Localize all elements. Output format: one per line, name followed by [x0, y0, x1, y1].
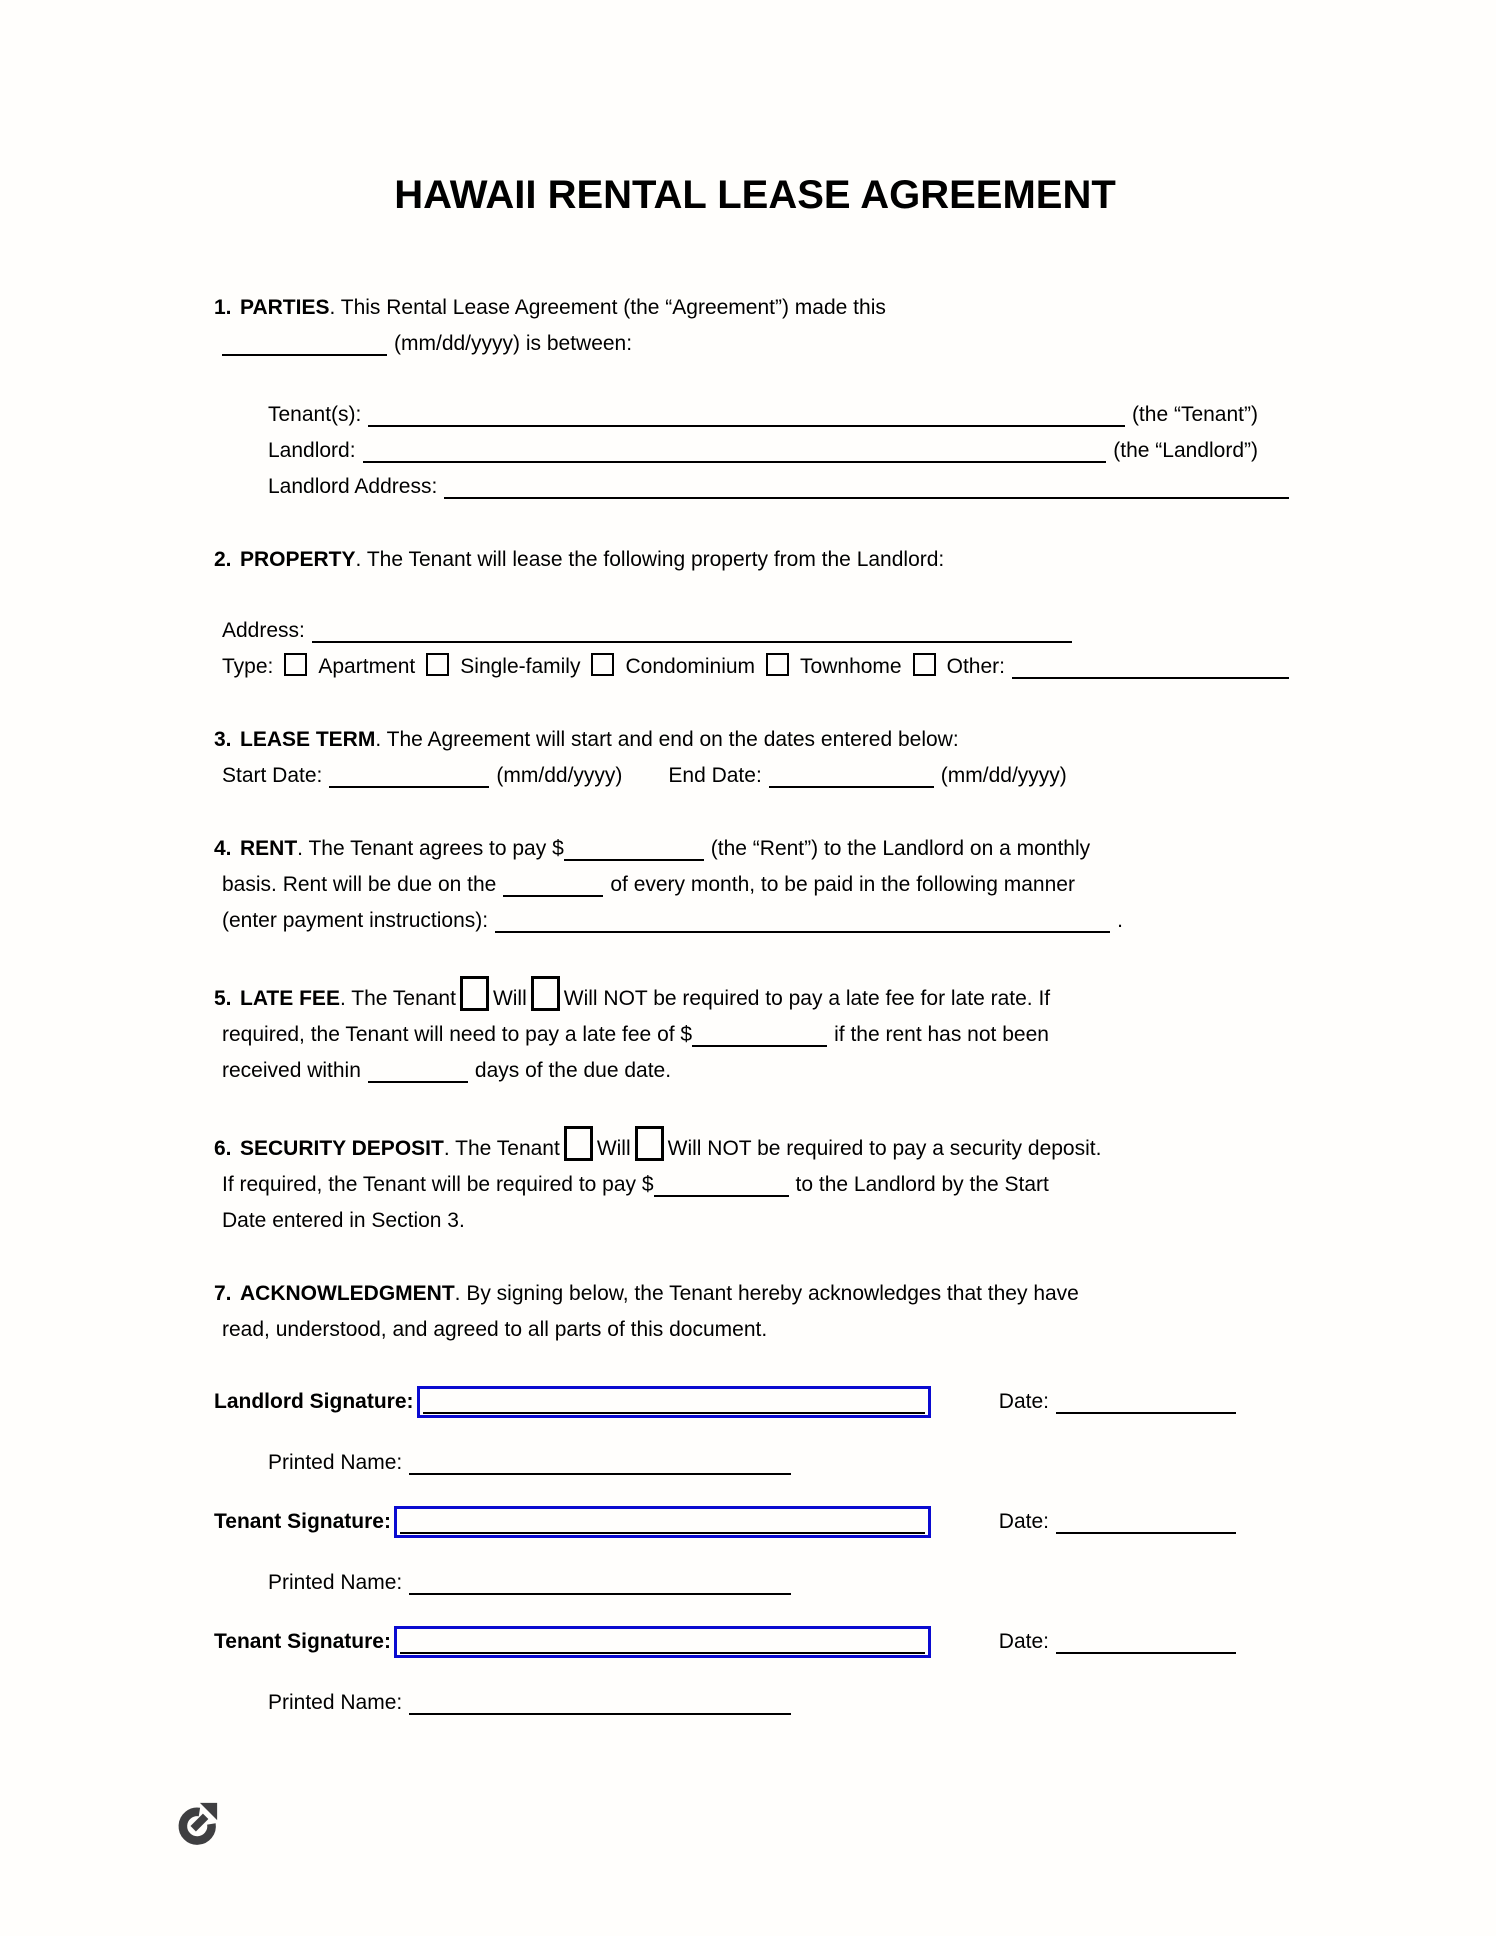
lease-dates-row [222, 758, 1296, 794]
deposit-line1 [214, 1126, 1296, 1167]
checkbox-deposit-will-not[interactable] [635, 1126, 664, 1161]
checkbox-late-fee-will[interactable] [460, 976, 489, 1011]
rent-line1 [214, 831, 1296, 867]
section-number: 6. [214, 1137, 232, 1160]
date-group [999, 1624, 1243, 1660]
deposit-amount-blank [654, 1175, 789, 1197]
tenant-row [268, 397, 1258, 433]
parties-line1 [214, 290, 1296, 326]
section-number: 3. [214, 728, 232, 751]
rent-text-4: of every month, to be paid in the following manner [610, 873, 1075, 896]
tenant-printed-name-row-2 [268, 1685, 1296, 1721]
late-fee-line2 [222, 1017, 1296, 1053]
landlord-printed-name-blank [409, 1453, 791, 1475]
type-option-apartment: Apartment [318, 655, 416, 678]
property-address-row [222, 613, 1296, 649]
landlord-signature-label: Landlord Signature: [214, 1390, 414, 1413]
rent-period: . [1117, 909, 1123, 932]
late-fee-days-blank [368, 1061, 468, 1083]
tenant-date-blank-1 [1056, 1512, 1236, 1534]
late-fee-line1 [214, 976, 1296, 1017]
late-fee-text-1: . The Tenant [339, 987, 456, 1010]
acknowledgment-text-2: read, understood, and agreed to all parts of this document. [222, 1318, 768, 1341]
deposit-line2 [222, 1167, 1296, 1203]
deposit-text-3: If required, the Tenant will be required to pay $ [222, 1173, 654, 1196]
deposit-line3 [222, 1203, 1296, 1239]
section-lease-term [214, 722, 1296, 794]
end-date-blank [769, 766, 934, 788]
deposit-text-1: . The Tenant [443, 1137, 560, 1160]
tenant-signature-label-2: Tenant Signature: [214, 1630, 391, 1653]
checkbox-condominium[interactable] [591, 653, 614, 676]
late-fee-will-label: Will [492, 987, 527, 1010]
section-number: 1. [214, 296, 232, 319]
signature-line [400, 1532, 925, 1534]
section-property [214, 542, 1296, 685]
late-fee-text-5: received within [222, 1059, 361, 1082]
landlord-row [268, 433, 1258, 469]
section-parties [214, 290, 1296, 505]
rent-line3 [222, 903, 1296, 939]
tenant-tag: (the “Tenant”) [1131, 403, 1258, 426]
checkbox-other[interactable] [913, 653, 936, 676]
checkbox-single-family[interactable] [426, 653, 449, 676]
acknowledgment-line1 [214, 1276, 1296, 1312]
landlord-tag: (the “Landlord”) [1113, 439, 1258, 462]
property-type-row [222, 649, 1296, 685]
date-group [999, 1384, 1243, 1420]
deposit-text-4: to the Landlord by the Start [795, 1173, 1049, 1196]
checkbox-deposit-will[interactable] [564, 1126, 593, 1161]
tenant-date-blank-2 [1056, 1632, 1236, 1654]
property-text: . The Tenant will lease the following property from the Landlord: [355, 548, 945, 571]
payment-instructions-label: (enter payment instructions): [222, 909, 489, 932]
landlord-date-blank [1056, 1392, 1236, 1414]
checkbox-late-fee-will-not[interactable] [531, 976, 560, 1011]
tenant-signature-field-2[interactable] [394, 1626, 931, 1658]
tenant-label: Tenant(s): [268, 403, 362, 426]
late-fee-amount-blank [692, 1025, 827, 1047]
rent-line2 [222, 867, 1296, 903]
acknowledgment-line2 [222, 1312, 1296, 1348]
landlord-address-blank [444, 477, 1289, 499]
late-fee-text-6: days of the due date. [474, 1059, 672, 1082]
tenant-printed-name-blank-1 [409, 1573, 791, 1595]
checkbox-apartment[interactable] [284, 653, 307, 676]
printed-name-label: Printed Name: [268, 1451, 403, 1474]
rent-text-1: . The Tenant agrees to pay $ [297, 837, 564, 860]
section-heading: PROPERTY [240, 548, 356, 571]
late-fee-line3 [222, 1053, 1296, 1089]
landlord-address-label: Landlord Address: [268, 475, 438, 498]
eforms-circular-arrow-logo-icon [176, 1800, 220, 1846]
date-label: Date: [998, 1510, 1049, 1533]
type-option-townhome: Townhome [800, 655, 902, 678]
document-title: HAWAII RENTAL LEASE AGREEMENT [394, 173, 1116, 217]
section-security-deposit [214, 1126, 1296, 1239]
date-label: Date: [998, 1630, 1049, 1653]
landlord-signature-field[interactable] [417, 1386, 931, 1418]
tenant-signature-row-1 [214, 1505, 1243, 1539]
late-fee-text-4: if the rent has not been [834, 1023, 1049, 1046]
property-type-label: Type: [222, 655, 274, 678]
section-heading: LEASE TERM [240, 728, 376, 751]
signature-block [214, 1385, 1296, 1721]
landlord-address-row [268, 469, 1296, 505]
property-address-blank [312, 621, 1072, 643]
lease-term-text: . The Agreement will start and end on the dates entered below: [375, 728, 959, 751]
end-date-format: (mm/dd/yyyy) [940, 764, 1067, 787]
section-heading: ACKNOWLEDGMENT [240, 1282, 455, 1305]
date-group [999, 1504, 1243, 1540]
landlord-signature-row [214, 1385, 1243, 1419]
section-rent [214, 831, 1296, 939]
deposit-will-label: Will [596, 1137, 631, 1160]
date-label: Date: [998, 1390, 1049, 1413]
landlord-printed-name-row [268, 1445, 1296, 1481]
section-heading: RENT [240, 837, 298, 860]
late-fee-text-2: Will NOT be required to pay a late fee for late rate. If [563, 987, 1051, 1010]
tenant-printed-name-row-1 [268, 1565, 1296, 1601]
section-heading: SECURITY DEPOSIT [240, 1137, 444, 1160]
tenant-signature-row-2 [214, 1625, 1243, 1659]
landlord-label: Landlord: [268, 439, 356, 462]
parties-line2 [222, 326, 1296, 362]
type-option-single-family: Single-family [460, 655, 581, 678]
rent-due-day-blank [503, 875, 603, 897]
tenant-printed-name-blank-2 [409, 1693, 791, 1715]
printed-name-label: Printed Name: [268, 1691, 403, 1714]
property-line1 [214, 542, 1296, 578]
printed-name-label: Printed Name: [268, 1571, 403, 1594]
signature-line [423, 1412, 925, 1414]
tenant-signature-label-1: Tenant Signature: [214, 1510, 391, 1533]
start-date-label: Start Date: [222, 764, 323, 787]
rent-text-3: basis. Rent will be due on the [222, 873, 497, 896]
checkbox-townhome[interactable] [766, 653, 789, 676]
start-date-format: (mm/dd/yyyy) [496, 764, 623, 787]
end-date-label: End Date: [668, 764, 762, 787]
rent-amount-blank [564, 839, 704, 861]
deposit-text-5: Date entered in Section 3. [222, 1209, 465, 1232]
property-address-label: Address: [222, 619, 305, 642]
type-other-label: Other: [946, 655, 1005, 678]
type-other-blank [1012, 657, 1289, 679]
section-number: 2. [214, 548, 232, 571]
agreement-date-blank [222, 334, 387, 356]
rent-text-2: (the “Rent”) to the Landlord on a monthly [710, 837, 1091, 860]
landlord-name-blank [363, 441, 1107, 463]
acknowledgment-text-1: . By signing below, the Tenant hereby acknowledges that they have [454, 1282, 1079, 1305]
section-number: 5. [214, 987, 232, 1010]
section-number: 4. [214, 837, 232, 860]
section-heading: LATE FEE [240, 987, 340, 1010]
start-date-blank [329, 766, 489, 788]
parties-date-format: (mm/dd/yyyy) is between: [394, 332, 633, 355]
signature-line [400, 1652, 925, 1654]
section-number: 7. [214, 1282, 232, 1305]
parties-text: . This Rental Lease Agreement (the “Agreement”) made this [329, 296, 886, 319]
section-acknowledgment [214, 1276, 1296, 1348]
type-option-condominium: Condominium [625, 655, 756, 678]
section-heading: PARTIES [240, 296, 330, 319]
payment-instructions-blank [495, 911, 1110, 933]
tenant-name-blank [368, 405, 1125, 427]
lease-term-line1 [214, 722, 1296, 758]
late-fee-text-3: required, the Tenant will need to pay a late fee of $ [222, 1023, 693, 1046]
deposit-text-2: Will NOT be required to pay a security deposit. [667, 1137, 1102, 1160]
tenant-signature-field-1[interactable] [394, 1506, 931, 1538]
section-late-fee [214, 976, 1296, 1089]
